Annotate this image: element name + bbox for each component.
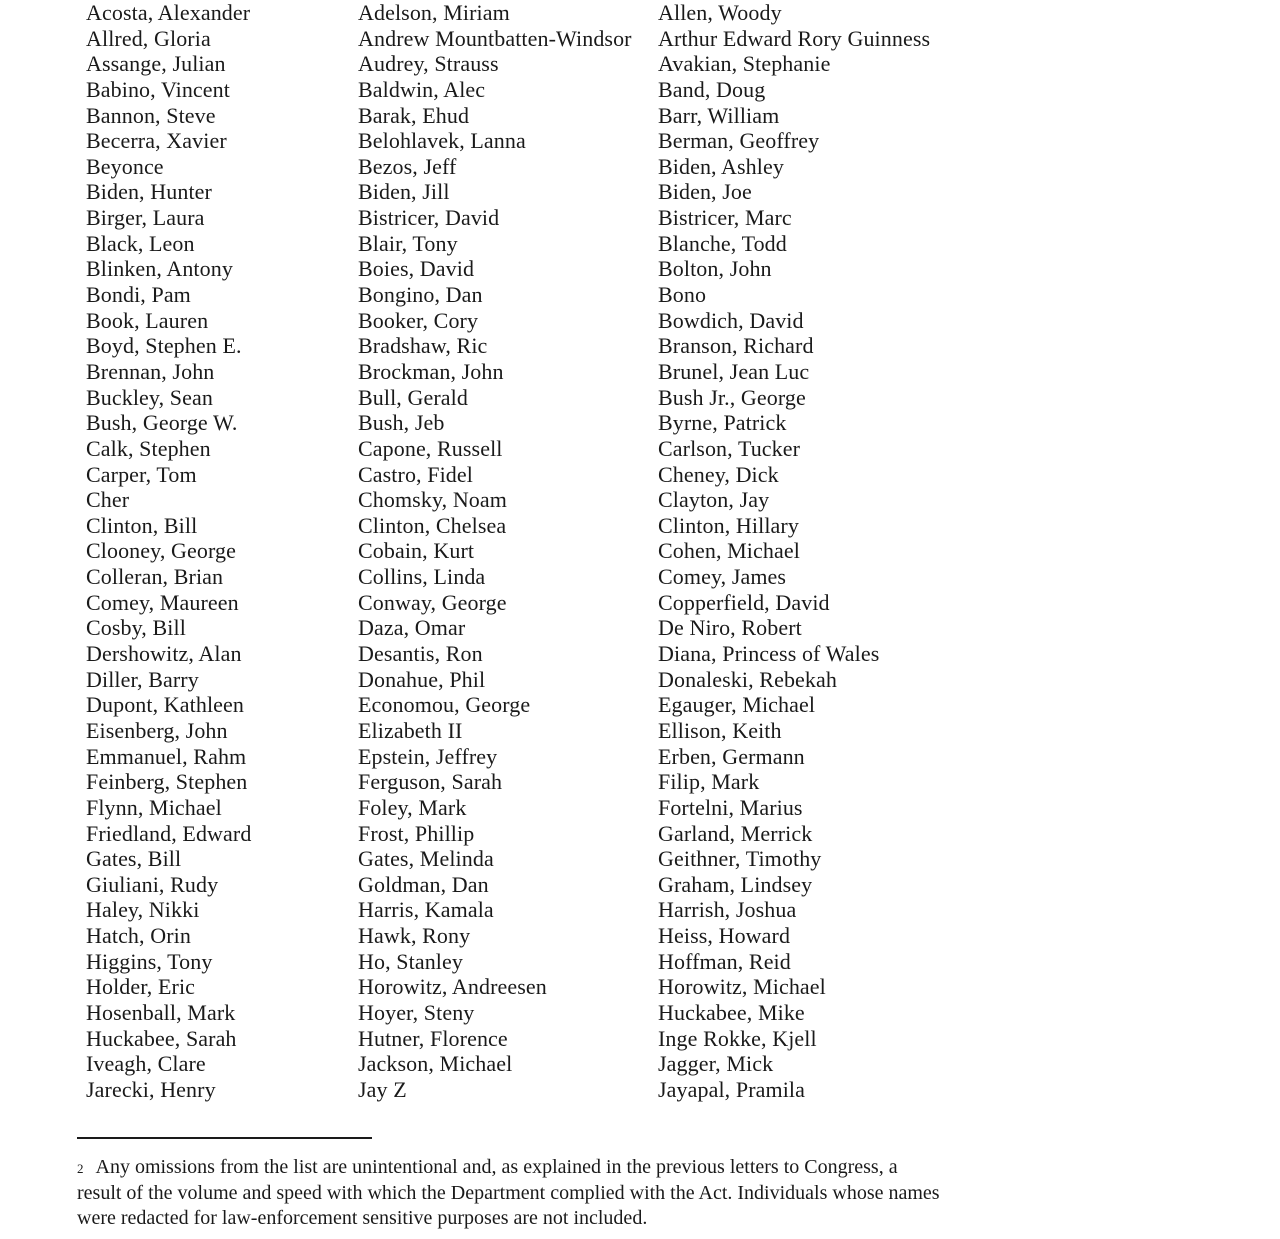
name-entry: Bistricer, David [358, 205, 500, 231]
name-entry: Epstein, Jeffrey [358, 743, 498, 769]
names-column-3 [658, 0, 930, 1103]
name-entry: Ferguson, Sarah [358, 769, 503, 795]
name-entry: Hawk, Rony [358, 923, 471, 949]
name-entry: Colleran, Brian [86, 564, 224, 590]
footnote-line-1 [77, 1155, 1077, 1181]
footnote-divider [77, 1137, 372, 1139]
name-entry: Black, Leon [86, 230, 195, 256]
name-entry: Booker, Cory [358, 307, 479, 333]
name-entry: Gates, Bill [86, 846, 182, 872]
name-entry: Diller, Barry [86, 666, 199, 692]
name-entry: Goldman, Dan [358, 871, 489, 897]
name-entry: Feinberg, Stephen [86, 769, 248, 795]
name-entry: Holder, Eric [86, 974, 196, 1000]
name-entry: Bush Jr., George [658, 384, 806, 410]
name-entry: Ellison, Keith [658, 717, 782, 743]
name-entry: Audrey, Strauss [358, 51, 499, 77]
name-entry: Bono [658, 282, 707, 308]
name-entry: Brennan, John [86, 358, 215, 384]
name-entry: Book, Lauren [86, 307, 209, 333]
name-entry: Castro, Fidel [358, 461, 473, 487]
name-entry: Arthur Edward Rory Guinness [658, 25, 931, 51]
footnote-marker: 2 [77, 1161, 84, 1176]
name-entry: Eisenberg, John [86, 717, 228, 743]
name-entry: Jarecki, Henry [86, 1076, 216, 1102]
name-entry: Egauger, Michael [658, 692, 816, 718]
name-entry: Becerra, Xavier [86, 128, 227, 154]
footnote-line-3: were redacted for law-enforcement sensitive purposes are not included. [77, 1207, 648, 1229]
name-entry: Clayton, Jay [658, 487, 770, 513]
name-entry: Clooney, George [86, 538, 236, 564]
name-entry: Calk, Stephen [86, 435, 211, 461]
name-entry: Graham, Lindsey [658, 871, 813, 897]
name-entry: Baldwin, Alec [358, 76, 486, 102]
name-entry: Branson, Richard [658, 333, 814, 359]
name-entry: Band, Doug [658, 76, 766, 102]
name-entry: Garland, Merrick [658, 820, 813, 846]
names-column-2 [358, 0, 632, 1103]
footnote-text-1: Any omissions from the list are unintentional and, as explained in the previous letters to Congress, a [95, 1156, 898, 1178]
name-entry: Iveagh, Clare [86, 1051, 206, 1077]
name-entry: Biden, Hunter [86, 179, 212, 205]
name-entry: Cher [86, 487, 130, 513]
name-entry: Bongino, Dan [358, 282, 483, 308]
name-entry: Allen, Woody [658, 0, 782, 25]
name-entry: Berman, Geoffrey [658, 128, 820, 154]
name-entry: Donahue, Phil [358, 666, 486, 692]
name-entry: Fortelni, Marius [658, 794, 803, 820]
name-entry: Hoyer, Steny [358, 999, 475, 1025]
footnote [77, 1155, 1077, 1232]
name-entry: Biden, Joe [658, 179, 752, 205]
name-entry: Jagger, Mick [658, 1051, 774, 1077]
name-entry: Bolton, John [658, 256, 772, 282]
name-entry: Capone, Russell [358, 435, 503, 461]
name-entry: Jay Z [358, 1076, 407, 1102]
name-entry: Dershowitz, Alan [86, 641, 242, 667]
name-entry: Cosby, Bill [86, 615, 186, 641]
name-entry: Blanche, Todd [658, 230, 787, 256]
name-entry: Bush, Jeb [358, 410, 445, 436]
name-entry: Elizabeth II [358, 717, 463, 743]
name-entry: Brockman, John [358, 358, 504, 384]
name-entry: Blair, Tony [358, 230, 458, 256]
name-entry: Conway, George [358, 589, 507, 615]
name-entry: Daza, Omar [358, 615, 466, 641]
name-entry: Cobain, Kurt [358, 538, 475, 564]
name-entry: Allred, Gloria [86, 25, 211, 51]
name-entry: Adelson, Miriam [358, 0, 510, 25]
name-entry: Cheney, Dick [658, 461, 779, 487]
name-entry: Boies, David [358, 256, 475, 282]
name-entry: Comey, Maureen [86, 589, 239, 615]
name-entry: Heiss, Howard [658, 923, 791, 949]
name-entry: Bondi, Pam [86, 282, 191, 308]
name-entry: Frost, Phillip [358, 820, 475, 846]
name-entry: Bradshaw, Ric [358, 333, 488, 359]
name-entry: Horowitz, Michael [658, 974, 826, 1000]
name-entry: Friedland, Edward [86, 820, 252, 846]
name-entry: Clinton, Bill [86, 512, 198, 538]
name-entry: Bistricer, Marc [658, 205, 792, 231]
name-entry: Harris, Kamala [358, 897, 494, 923]
name-entry: Desantis, Ron [358, 641, 483, 667]
name-entry: Hutner, Florence [358, 1025, 508, 1051]
name-entry: Assange, Julian [86, 51, 226, 77]
name-entry: Carlson, Tucker [658, 435, 801, 461]
name-entry: Bezos, Jeff [358, 153, 457, 179]
name-entry: Carper, Tom [86, 461, 197, 487]
name-entry: Barak, Ehud [358, 102, 470, 128]
name-entry: Bannon, Steve [86, 102, 216, 128]
name-entry: Hatch, Orin [86, 923, 191, 949]
name-entry: Flynn, Michael [86, 794, 222, 820]
name-entry: Emmanuel, Rahm [86, 743, 247, 769]
name-entry: De Niro, Robert [658, 615, 802, 641]
name-entry: Andrew Mountbatten-Windsor [358, 25, 632, 51]
name-entry: Clinton, Chelsea [358, 512, 507, 538]
name-entry: Byrne, Patrick [658, 410, 787, 436]
name-entry: Comey, James [658, 564, 787, 590]
name-entry: Birger, Laura [86, 205, 205, 231]
name-entry: Bowdich, David [658, 307, 804, 333]
name-entry: Inge Rokke, Kjell [658, 1025, 817, 1051]
name-entry: Donaleski, Rebekah [658, 666, 837, 692]
name-entry: Hosenball, Mark [86, 999, 236, 1025]
name-entry: Hoffman, Reid [658, 948, 791, 974]
name-entry: Chomsky, Noam [358, 487, 507, 513]
name-entry: Filip, Mark [658, 769, 760, 795]
names-column-1 [86, 0, 251, 1103]
name-entry: Haley, Nikki [86, 897, 200, 923]
name-entry: Diana, Princess of Wales [658, 641, 880, 667]
name-entry: Buckley, Sean [86, 384, 213, 410]
name-entry: Gates, Melinda [358, 846, 494, 872]
name-entry: Jackson, Michael [358, 1051, 513, 1077]
name-entry: Ho, Stanley [358, 948, 463, 974]
footnote-line-2: result of the volume and speed with which the Department complied with the Act. Individuals whose names [77, 1181, 940, 1204]
name-entry: Horowitz, Andreesen [358, 974, 547, 1000]
name-entry: Babino, Vincent [86, 76, 230, 102]
name-entry: Erben, Germann [658, 743, 805, 769]
name-entry: Dupont, Kathleen [86, 692, 245, 718]
name-entry: Belohlavek, Lanna [358, 128, 526, 154]
name-entry: Huckabee, Sarah [86, 1025, 237, 1051]
name-entry: Economou, George [358, 692, 531, 718]
name-entry: Biden, Ashley [658, 153, 784, 179]
name-entry: Copperfield, David [658, 589, 830, 615]
name-entry: Bull, Gerald [358, 384, 468, 410]
name-entry: Brunel, Jean Luc [658, 358, 810, 384]
name-entry: Boyd, Stephen E. [86, 333, 242, 359]
name-entry: Giuliani, Rudy [86, 871, 219, 897]
name-entry: Blinken, Antony [86, 256, 233, 282]
name-entry: Acosta, Alexander [86, 0, 251, 25]
name-entry: Barr, William [658, 102, 780, 128]
name-entry: Geithner, Timothy [658, 846, 822, 872]
name-entry: Bush, George W. [86, 410, 238, 436]
name-entry: Harrish, Joshua [658, 897, 797, 923]
name-entry: Higgins, Tony [86, 948, 213, 974]
name-entry: Avakian, Stephanie [658, 51, 831, 77]
name-entry: Biden, Jill [358, 179, 450, 205]
name-entry: Foley, Mark [358, 794, 467, 820]
name-entry: Collins, Linda [358, 564, 486, 590]
name-entry: Clinton, Hillary [658, 512, 799, 538]
name-entry: Huckabee, Mike [658, 999, 805, 1025]
name-entry: Beyonce [86, 153, 164, 179]
name-entry: Jayapal, Pramila [658, 1076, 805, 1102]
name-entry: Cohen, Michael [658, 538, 800, 564]
